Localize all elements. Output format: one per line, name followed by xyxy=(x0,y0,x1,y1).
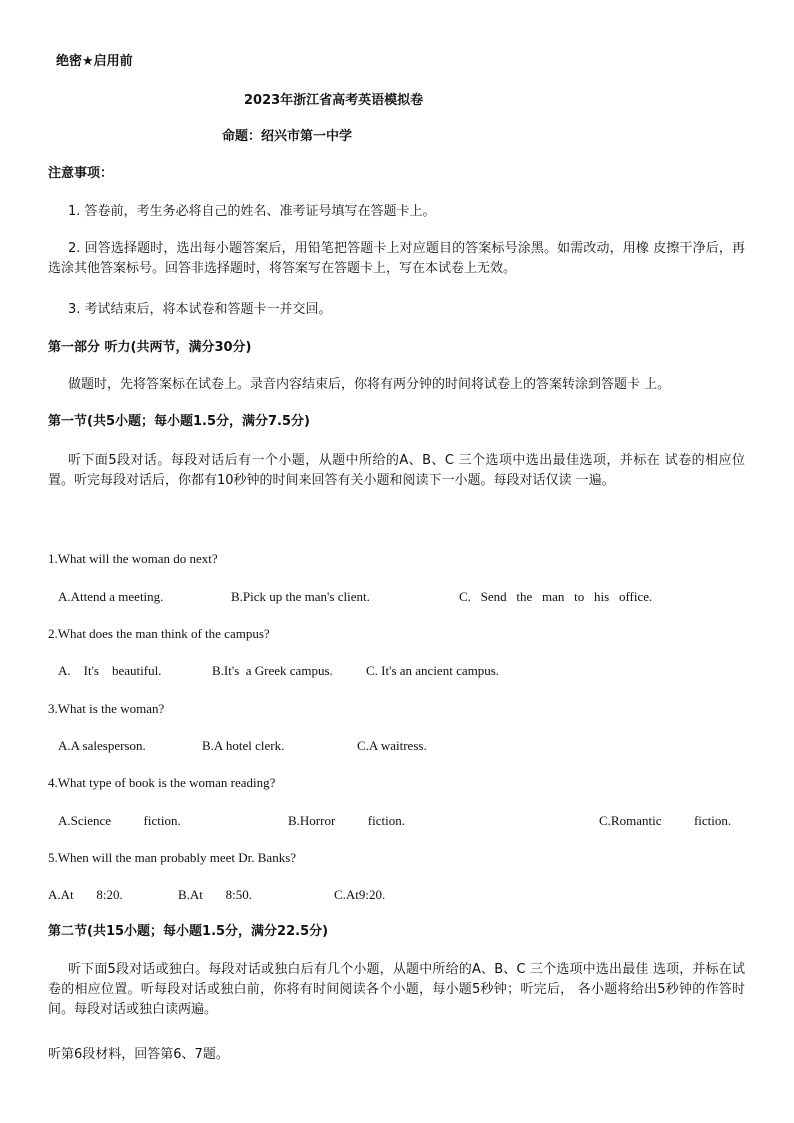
q3-option-a: A.A salesperson. xyxy=(58,738,146,753)
q1-option-b: B.Pick up the man's client. xyxy=(231,589,370,604)
notice-item-2: 2. 回答选择题时，选出每小题答案后，用铅笔把答题卡上对应题目的答案标号涂黑。如需改动，用橡 皮擦干净后，再选涂其他答案标号。回答非选择题时，将答案写在答题卡上，写在本试卷上无效。 xyxy=(48,241,745,276)
question-4: 4.What type of book is the woman reading? xyxy=(48,775,276,790)
q4-option-a: A.Science fiction. xyxy=(58,813,181,828)
question-5: 5.When will the man probably meet Dr. Banks? xyxy=(48,850,297,865)
question-1: 1.What will the woman do next? xyxy=(48,551,218,566)
question-3: 3.What is the woman? xyxy=(48,701,165,716)
q3-option-c: C.A waitress. xyxy=(357,738,427,753)
part1-intro: 做题时，先将答案标在试卷上。录音内容结束后，你将有两分钟的时间将试卷上的答案转涂到答题卡 上。 xyxy=(68,377,671,392)
section2-material: 听第6段材料，回答第6、7题。 xyxy=(48,1047,229,1062)
q1-option-c: C. Send the man to his office. xyxy=(459,589,653,604)
section1-intro: 听下面5段对话。每段对话后有一个小题，从题中所给的A、B、C 三个选项中选出最佳选项，并标在 试卷的相应位置。听完每段对话后，你都有10秒钟的时间来回答有关小题和阅读下一小题。每段对话仅读 一遍。 xyxy=(48,453,745,488)
q4-option-c: C.Romantic fiction. xyxy=(599,813,732,828)
part1-heading: 第一部分 听力(共两节，满分30分) xyxy=(48,340,252,355)
q5-option-b: B.At 8:50. xyxy=(178,887,253,902)
q1-option-a: A.Attend a meeting. xyxy=(58,589,164,604)
q4-option-b: B.Horror fiction. xyxy=(288,813,405,828)
q2-option-c: C. It's an ancient campus. xyxy=(366,663,500,678)
q2-option-a: A. It's beautiful. xyxy=(58,663,162,678)
q5-option-c: C.At9:20. xyxy=(334,887,386,902)
question-2: 2.What does the man think of the campus? xyxy=(48,626,270,641)
secret-label: 绝密★启用前 xyxy=(56,54,133,69)
q5-option-a: A.At 8:20. xyxy=(48,887,123,902)
section2-intro: 听下面5段对话或独白。每段对话或独白后有几个小题，从题中所给的A、B、C 三个选项中选出最佳 选项，并标在试卷的相应位置。听每段对话或独白前，你将有时间阅读各个小题，每小题5秒钟；听完后， 各小题将给出5秒钟的作答时间。每段对话或独白读两遍。 xyxy=(48,962,745,1017)
section2-heading: 第二节(共15小题；每小题1.5分，满分22.5分) xyxy=(48,924,329,939)
notice-item-3: 3. 考试结束后，将本试卷和答题卡一并交回。 xyxy=(68,302,332,317)
q3-option-b: B.A hotel clerk. xyxy=(202,738,285,753)
q2-option-b: B.It's a Greek campus. xyxy=(212,663,333,678)
notice-heading: 注意事项： xyxy=(48,166,114,181)
notice-item-1: 1. 答卷前，考生务必将自己的姓名、准考证号填写在答题卡上。 xyxy=(68,204,436,219)
exam-author: 命题：绍兴市第一中学 xyxy=(222,129,353,144)
section1-heading: 第一节(共5小题；每小题1.5分，满分7.5分) xyxy=(48,414,310,429)
exam-title: 2023年浙江省高考英语模拟卷 xyxy=(244,93,424,108)
